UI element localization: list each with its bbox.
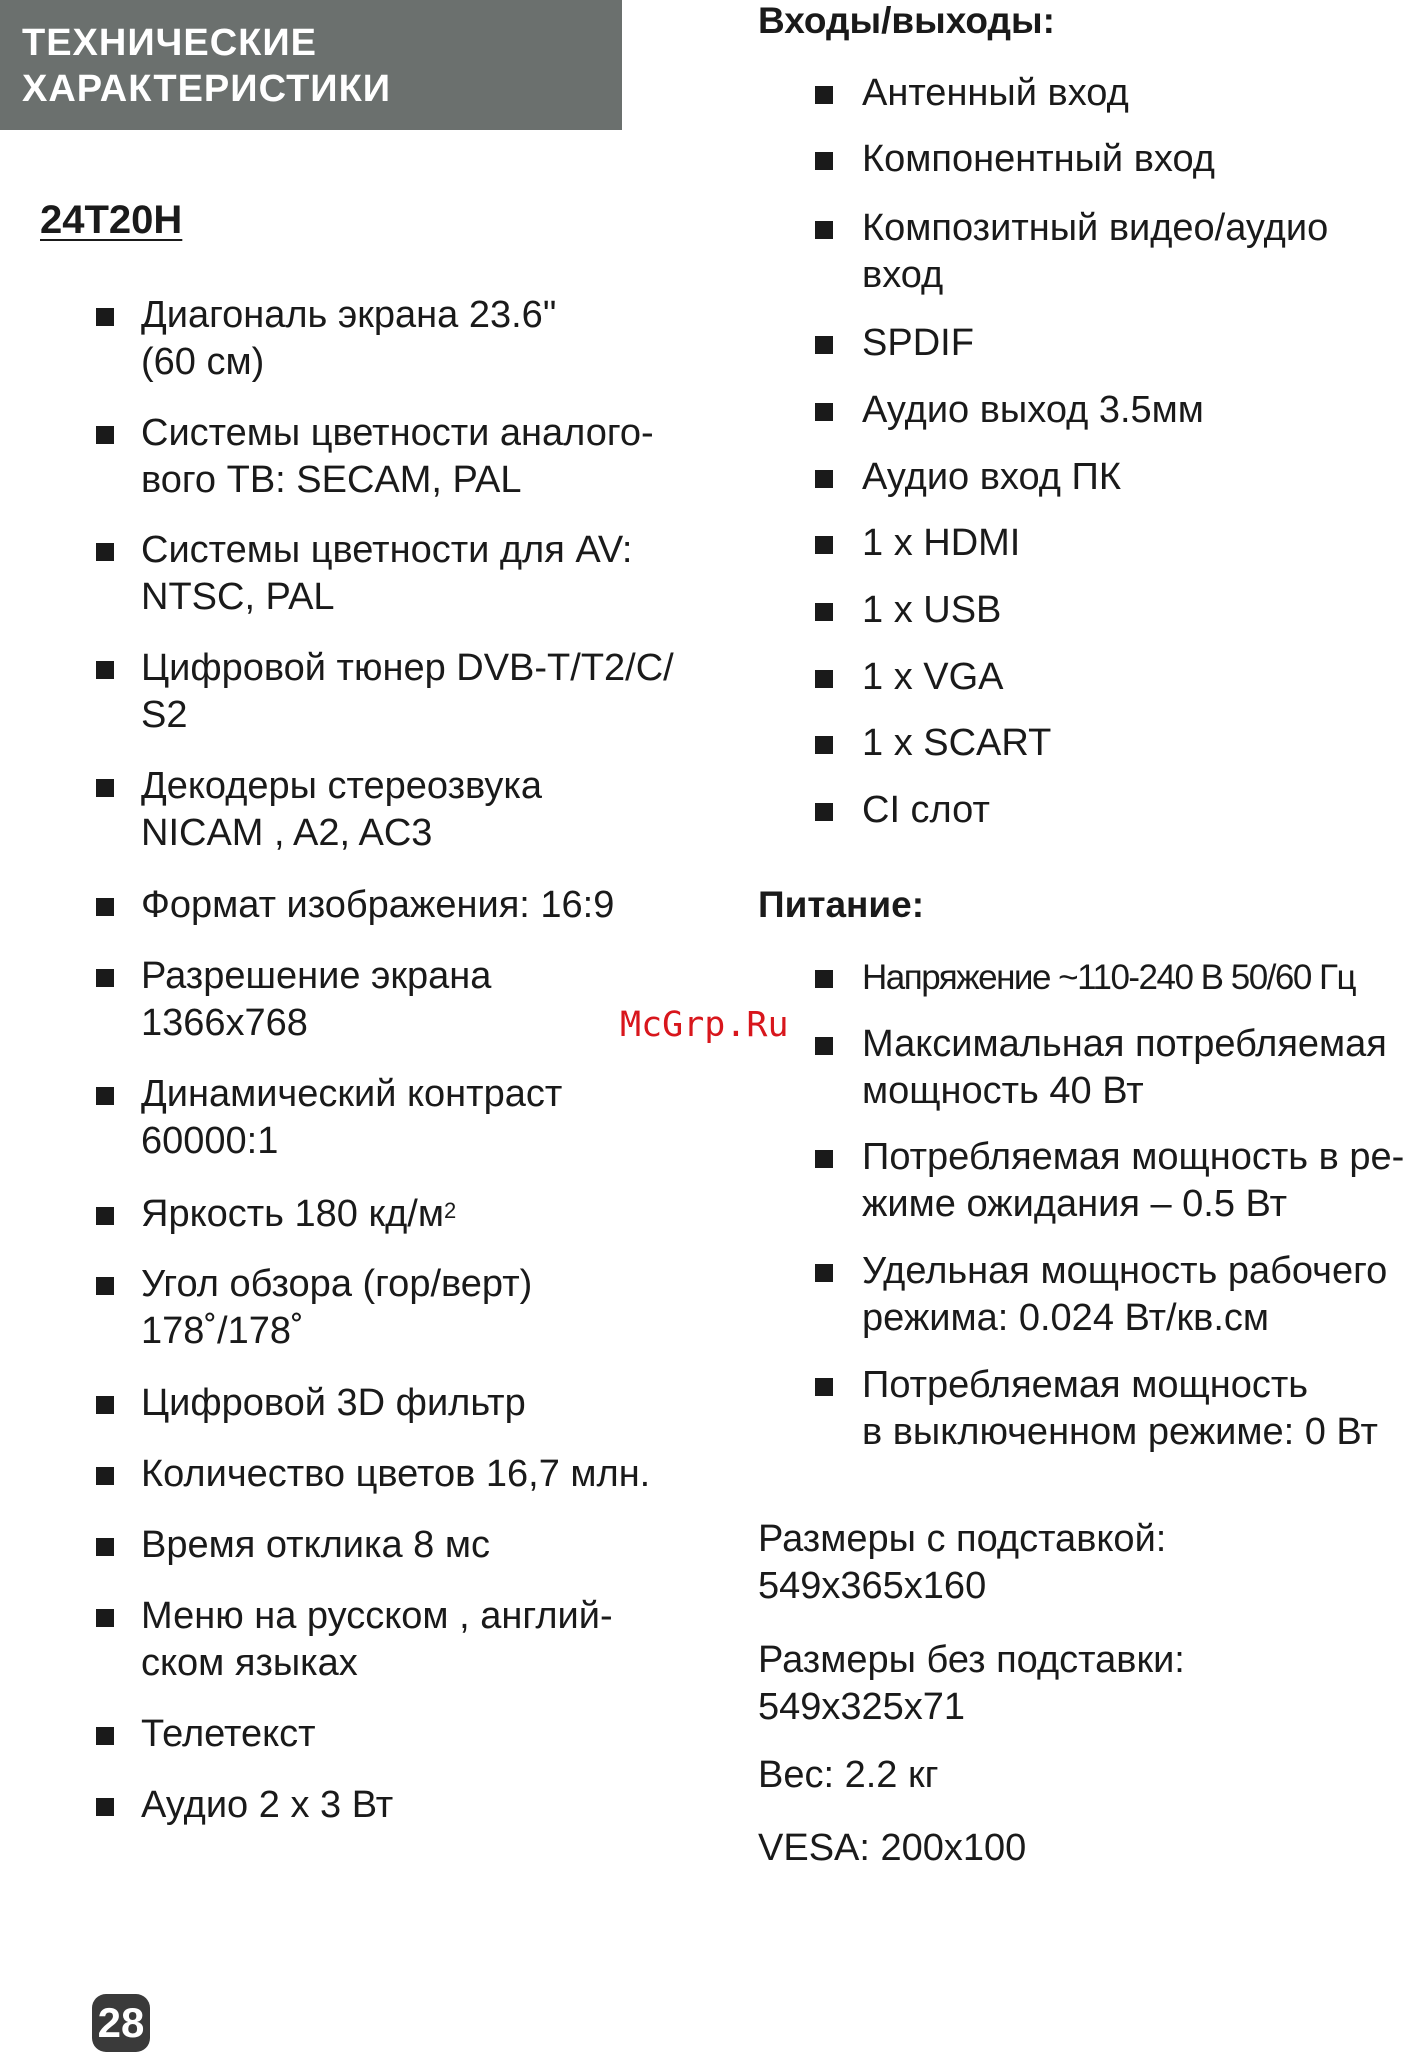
bullet-square-icon [96, 426, 114, 444]
bullet-square-icon [96, 543, 114, 561]
power-text: Максимальная потребляемая мощность 40 Вт [862, 1023, 1387, 1112]
bullet-square-icon [96, 1277, 114, 1295]
bullet-square-icon [96, 1467, 114, 1485]
bullet-square-icon [815, 736, 833, 754]
bullet-square-icon [815, 803, 833, 821]
io-section-title: Входы/выходы: [758, 0, 1055, 41]
dimensions-without-stand: Размеры без подставки: 549x325x71 [758, 1639, 1185, 1728]
bullet-square-icon [96, 1609, 114, 1627]
io-text: 1 x SCART [862, 722, 1052, 764]
bullet-square-icon [815, 1264, 833, 1282]
spec-text: Угол обзора (гор/верт) 178˚/178˚ [141, 1263, 533, 1352]
power-text: Потребляемая мощность в ре- жиме ожидания – 0.5 Вт [862, 1136, 1405, 1225]
bullet-square-icon [815, 1037, 833, 1055]
power-text: Напряжение ~110-240 В 50/60 Гц [862, 958, 1356, 997]
bullet-square-icon [815, 670, 833, 688]
spec-text: Аудио 2 x 3 Вт [141, 1784, 394, 1826]
bullet-square-icon [815, 1378, 833, 1396]
io-text: Аудио вход ПК [862, 456, 1121, 498]
spec-text-brightness [141, 1191, 721, 1238]
bullet-square-icon [815, 536, 833, 554]
bullet-square-icon [96, 1207, 114, 1225]
spec-text: Декодеры стереозвука NICAM , A2, AC3 [141, 765, 542, 854]
io-text: CI слот [862, 789, 990, 831]
spec-text: Количество цветов 16,7 млн. [141, 1453, 651, 1495]
spec-text: Разрешение экрана 1366x768 [141, 955, 492, 1044]
page-number: 28 [92, 1994, 150, 2052]
power-text: Удельная мощность рабочего режима: 0.024 Вт/кв.см [862, 1250, 1388, 1339]
bullet-square-icon [815, 152, 833, 170]
bullet-square-icon [815, 336, 833, 354]
spec-text: Телетекст [141, 1713, 316, 1755]
section-header [22, 20, 391, 112]
spec-text: Цифровой тюнер DVB-T/T2/C/ S2 [141, 647, 674, 736]
bullet-square-icon [815, 86, 833, 104]
bullet-square-icon [96, 308, 114, 326]
watermark: McGrp.Ru [620, 1005, 789, 1045]
bullet-square-icon [96, 1538, 114, 1556]
bullet-square-icon [815, 403, 833, 421]
io-text: 1 x USB [862, 589, 1002, 631]
bullet-square-icon [96, 661, 114, 679]
bullet-square-icon [815, 221, 833, 239]
power-section-title: Питание: [758, 884, 925, 925]
bullet-square-icon [815, 970, 833, 988]
bullet-square-icon [96, 1396, 114, 1414]
spec-text: Системы цветности для AV: NTSC, PAL [141, 529, 633, 618]
spec-text: Цифровой 3D фильтр [141, 1382, 526, 1424]
power-text: Потребляемая мощность в выключенном режиме: 0 Вт [862, 1364, 1378, 1453]
io-text: Компонентный вход [862, 138, 1215, 180]
weight: Вес: 2.2 кг [758, 1754, 939, 1796]
spec-text: Диагональ экрана 23.6" (60 см) [141, 294, 557, 383]
header-line-2: ХАРАКТЕРИСТИКИ [22, 68, 392, 110]
io-text: SPDIF [862, 322, 974, 364]
superscript: 2 [443, 1198, 457, 1223]
spec-text: Время отклика 8 мс [141, 1524, 490, 1566]
header-banner [0, 0, 622, 130]
bullet-square-icon [96, 1727, 114, 1745]
bullet-square-icon [96, 1798, 114, 1816]
io-text: Антенный вход [862, 72, 1129, 114]
bullet-square-icon [96, 1087, 114, 1105]
bullet-square-icon [815, 603, 833, 621]
spec-text: Яркость 180 кд/м [141, 1193, 444, 1235]
spec-text: Меню на русском , англий- ском языках [141, 1595, 613, 1684]
spec-text: Системы цветности аналого- вого ТВ: SECAM, PAL [141, 412, 654, 501]
spec-text: Формат изображения: 16:9 [141, 884, 615, 926]
io-text: 1 x HDMI [862, 522, 1021, 564]
vesa-mount: VESA: 200x100 [758, 1827, 1027, 1869]
bullet-square-icon [815, 1150, 833, 1168]
bullet-square-icon [815, 470, 833, 488]
bullet-square-icon [96, 969, 114, 987]
model-title: 24T20H [40, 198, 183, 242]
io-text: Аудио выход 3.5мм [862, 389, 1204, 431]
bullet-square-icon [96, 898, 114, 916]
header-line-1: ТЕХНИЧЕСКИЕ [22, 22, 317, 64]
io-text: Композитный видео/аудио вход [862, 207, 1329, 296]
bullet-square-icon [96, 779, 114, 797]
io-text: 1 x VGA [862, 656, 1004, 698]
dimensions-with-stand: Размеры с подставкой: 549x365x160 [758, 1518, 1167, 1607]
spec-text: Динамический контраст 60000:1 [141, 1073, 563, 1162]
